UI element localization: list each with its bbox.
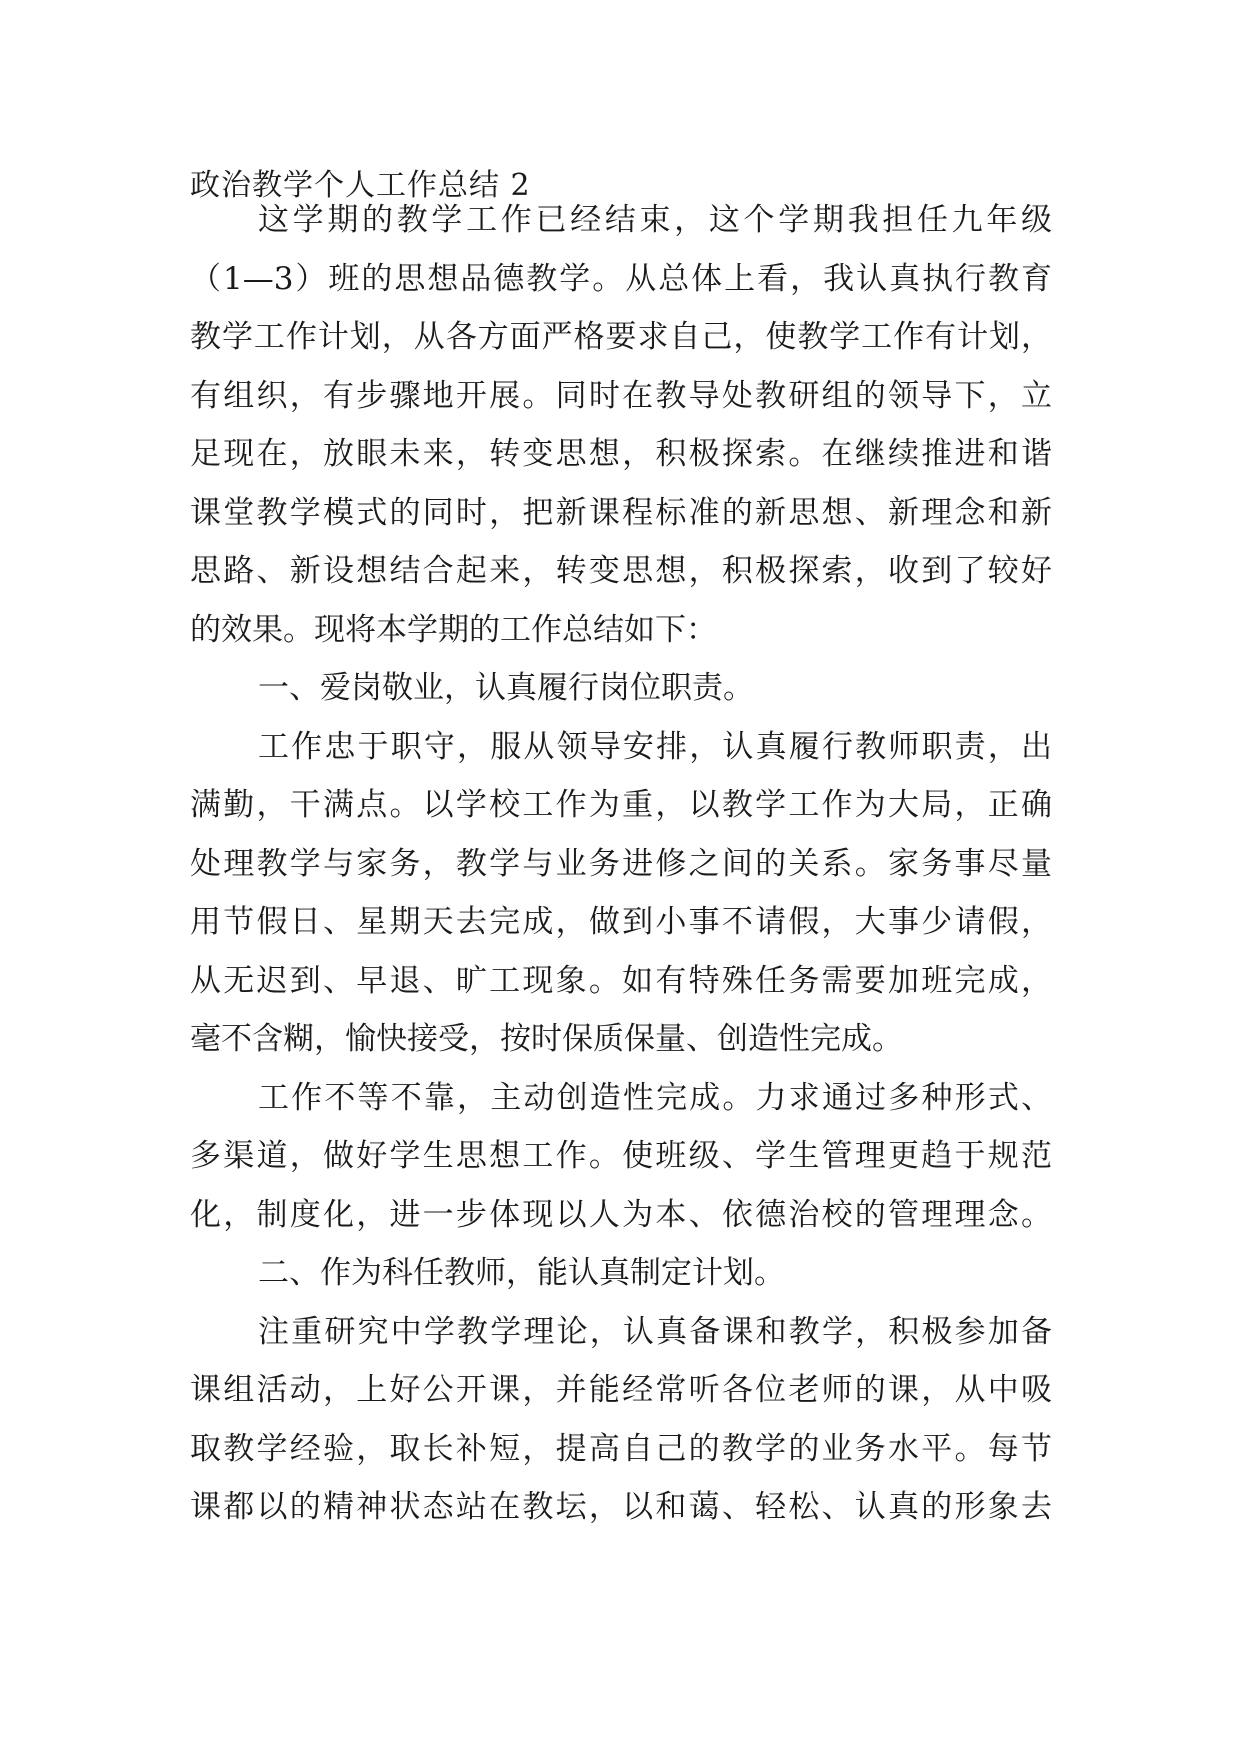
body-text-line: 课组活动，上好公开课，并能经常听各位老师的课，从中吸 xyxy=(190,1372,1052,1408)
body-text-line: 取教学经验，取长补短，提高自己的教学的业务水平。每节 xyxy=(190,1430,1052,1467)
body-text-line: 处理教学与家务，教学与业务进修之间的关系。家务事尽量 xyxy=(190,845,1052,882)
body-text-line: 注重研究中学教学理论，认真备课和教学，积极参加备 xyxy=(258,1313,1052,1350)
body-text-line: 有组织，有步骤地开展。同时在教导处教研组的领导下，立 xyxy=(190,377,1052,414)
body-text-line: 工作不等不靠，主动创造性完成。力求通过多种形式、 xyxy=(258,1079,1052,1116)
body-text-line: 这学期的教学工作已经结束，这个学期我担任九年级 xyxy=(258,202,1052,238)
body-text-line: （1—3）班的思想品德教学。从总体上看，我认真执行教育 xyxy=(190,260,1052,297)
body-text-line: 思路、新设想结合起来，转变思想，积极探索，收到了较好 xyxy=(190,553,1052,589)
body-text-line: 足现在，放眼未来，转变思想，积极探索。在继续推进和谐 xyxy=(190,436,1052,472)
body-text-line: 教学工作计划，从各方面严格要求自己，使教学工作有计划， xyxy=(190,319,1052,355)
body-text-line: 多渠道，做好学生思想工作。使班级、学生管理更趋于规范 xyxy=(190,1138,1052,1174)
body-text-line: 工作忠于职守，服从领导安排，认真履行教师职责，出 xyxy=(258,728,1052,765)
body-text-line: 课堂教学模式的同时，把新课程标准的新思想、新理念和新 xyxy=(190,494,1052,531)
body-text-line: 满勤，干满点。以学校工作为重，以教学工作为大局，正确 xyxy=(190,787,1052,823)
body-text-line: 毫不含糊，愉快接受，按时保质保量、创造性完成。 xyxy=(190,1021,903,1057)
body-text-line: 从无迟到、早退、旷工现象。如有特殊任务需要加班完成， xyxy=(190,962,1052,999)
body-text-line: 二、作为科任教师，能认真制定计划。 xyxy=(258,1255,785,1291)
body-text-line: 化，制度化，进一步体现以人为本、依德治校的管理理念。 xyxy=(190,1196,1052,1233)
body-text-line: 用节假日、星期天去完成，做到小事不请假，大事少请假， xyxy=(190,904,1052,940)
body-text-line: 的效果。现将本学期的工作总结如下： xyxy=(190,611,717,648)
body-text-line: 一、爱岗敬业，认真履行岗位职责。 xyxy=(258,670,754,706)
body-text-line: 课都以的精神状态站在教坛，以和蔼、轻松、认真的形象去 xyxy=(190,1489,1052,1525)
document-title: 政治教学个人工作总结 2 xyxy=(190,168,531,203)
